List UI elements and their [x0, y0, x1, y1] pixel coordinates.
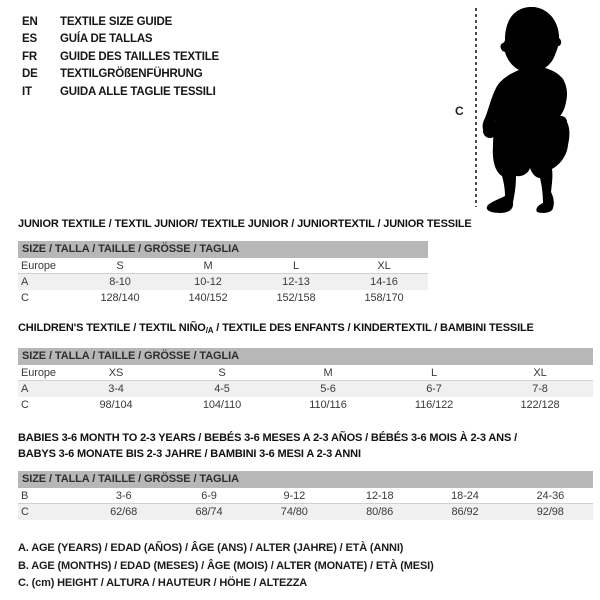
- table-cell: 5-6: [320, 383, 336, 395]
- language-list: [22, 13, 219, 101]
- table-cell: 152/158: [276, 292, 316, 304]
- language-code: EN: [22, 15, 38, 28]
- section-title: [18, 430, 593, 462]
- table-cell: 140/152: [188, 292, 228, 304]
- table-row: [18, 504, 593, 520]
- language-row: [22, 66, 219, 84]
- table-row: [18, 274, 428, 290]
- table-row: [18, 258, 428, 274]
- table-row: [18, 381, 593, 397]
- table-cell: 6-7: [426, 383, 442, 395]
- table-cell: 6-9: [201, 489, 217, 502]
- toddler-silhouette-image: [481, 6, 577, 214]
- table-cell: 68/74: [195, 506, 223, 518]
- table-cell: 3-4: [108, 383, 124, 395]
- table-cell: 4-5: [214, 383, 230, 395]
- table-cell: 24-36: [536, 489, 565, 502]
- table-cell: 10-12: [194, 276, 222, 288]
- table-cell: 98/104: [99, 399, 133, 411]
- table-cell: 80/86: [366, 506, 394, 518]
- language-code: ES: [22, 33, 37, 46]
- language-row: [22, 31, 219, 49]
- table-cell: 18-24: [451, 489, 479, 502]
- table-cell: 12-13: [282, 276, 310, 288]
- language-title: GUIDA ALLE TAGLIE TESSILI: [60, 85, 216, 98]
- height-measure-dotted-line: [475, 8, 477, 207]
- footnotes: [18, 540, 596, 593]
- title-text: JUNIOR TEXTILE / TEXTIL JUNIOR/ TEXTILE JUNIOR / JUNIORTEXTIL / JUNIOR TESSILE: [18, 218, 472, 230]
- row-label: Europe: [21, 259, 56, 272]
- table-cell: 122/128: [520, 399, 560, 411]
- table-row: [18, 365, 593, 381]
- table-cell: 14-16: [370, 276, 398, 288]
- title-text: /A: [205, 326, 214, 335]
- section-title-line: [18, 216, 472, 232]
- language-row: [22, 13, 219, 31]
- row-label: A: [21, 383, 29, 395]
- table-cell: 3-6: [115, 489, 132, 502]
- table-cell: 8-10: [109, 276, 131, 288]
- table-cell: 158/170: [364, 292, 404, 304]
- title-text: / TEXTILE DES ENFANTS / KINDERTEXTIL / BAMBINI TESSILE: [213, 322, 534, 334]
- table-cell: 62/68: [110, 506, 138, 518]
- table-row: [18, 488, 593, 504]
- language-row: [22, 48, 219, 66]
- size-header-bar: SIZE / TALLA / TAILLE / GRÖSSE / TAGLIA: [18, 348, 593, 365]
- table-cell: 116/122: [414, 399, 454, 411]
- table-row: [18, 290, 428, 306]
- table-cell: L: [292, 259, 300, 272]
- table-cell: 7-8: [532, 383, 548, 395]
- size-header-bar: SIZE / TALLA / TAILLE / GRÖSSE / TAGLIA: [18, 241, 428, 258]
- row-label: B: [21, 489, 29, 502]
- size-section: [18, 430, 593, 520]
- section-title-line: [18, 430, 593, 446]
- title-text: BABIES 3-6 MONTH TO 2-3 YEARS / BEBÉS 3-6 MESES A 2-3 AÑOS / BÉBÉS 3-6 MOIS À 2-3 ANS /: [18, 432, 517, 444]
- row-label: C: [21, 292, 29, 304]
- size-table: [18, 365, 593, 413]
- table-cell: M: [323, 366, 333, 379]
- table-cell: 86/92: [451, 506, 479, 518]
- table-cell: 9-12: [283, 489, 306, 502]
- size-tables: [18, 216, 596, 593]
- section-title-line: [18, 446, 593, 462]
- table-cell: 104/110: [202, 399, 242, 411]
- language-code: FR: [22, 50, 37, 63]
- title-text: CHILDREN'S TEXTILE / TEXTIL NIÑO: [18, 322, 206, 334]
- language-code: IT: [22, 85, 32, 98]
- size-header-bar: SIZE / TALLA / TAILLE / GRÖSSE / TAGLIA: [18, 471, 593, 488]
- row-label: A: [21, 276, 29, 288]
- language-code: DE: [22, 68, 38, 81]
- table-cell: 110/116: [309, 399, 347, 411]
- row-label: Europe: [21, 366, 56, 379]
- table-cell: XS: [108, 366, 124, 379]
- footnote-line: A. AGE (YEARS) / EDAD (AÑOS) / ÂGE (ANS) / ALTER (JAHRE) / ETÀ (ANNI): [18, 542, 404, 554]
- table-cell: 74/80: [280, 506, 308, 518]
- table-cell: 92/98: [536, 506, 564, 518]
- language-title: TEXTILE SIZE GUIDE: [60, 15, 173, 28]
- section-title: [18, 216, 472, 232]
- footnote-line: B. AGE (MONTHS) / EDAD (MESES) / ÂGE (MOIS) / ALTER (MONATE) / ETÀ (MESI): [18, 559, 434, 572]
- height-measure-label: C: [455, 104, 464, 118]
- table-cell: M: [203, 259, 213, 272]
- table-cell: 128/140: [100, 292, 140, 304]
- row-label: C: [21, 399, 29, 411]
- table-cell: XL: [377, 259, 391, 272]
- section-title: [18, 320, 593, 339]
- language-row: [22, 83, 219, 101]
- size-table: [18, 258, 428, 306]
- language-title: GUÍA DE TALLAS: [60, 33, 153, 46]
- language-title: GUIDE DES TAILLES TEXTILE: [60, 50, 219, 63]
- table-cell: S: [116, 259, 124, 272]
- table-cell: S: [218, 366, 226, 379]
- table-cell: 12-18: [365, 489, 394, 502]
- table-row: [18, 397, 593, 413]
- language-title: TEXTILGRÖßENFÜHRUNG: [60, 68, 203, 81]
- row-label: C: [21, 506, 29, 518]
- size-section: [18, 320, 593, 413]
- footnote-line: C. (cm) HEIGHT / ALTURA / HAUTEUR / HÖHE / ALTEZZA: [18, 577, 308, 589]
- section-title-line: [18, 320, 593, 339]
- table-cell: L: [430, 366, 438, 379]
- size-table: [18, 488, 593, 520]
- title-text: BABYS 3-6 MONATE BIS 2-3 JAHRE / BAMBINI 3-6 MESI A 2-3 ANNI: [18, 448, 361, 460]
- table-cell: XL: [533, 366, 547, 379]
- size-section: [18, 216, 472, 306]
